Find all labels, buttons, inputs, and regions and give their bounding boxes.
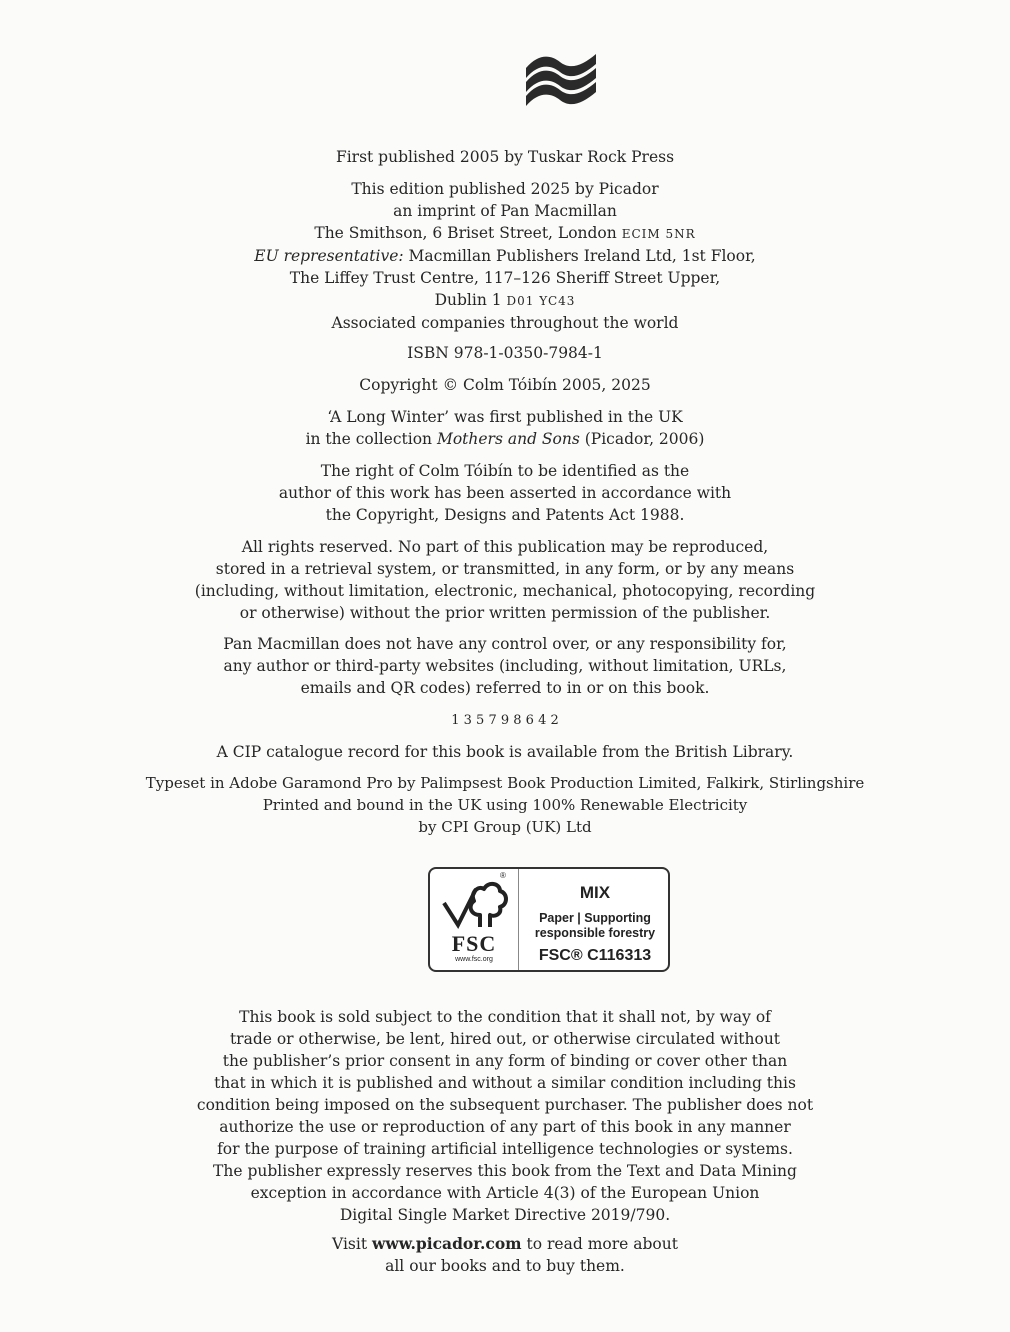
eu-address-line: The Liffey Trust Centre, 117–126 Sheriff Street Upper, xyxy=(289,269,721,287)
eu-representative-line: EU representative: Macmillan Publishers Ireland Ltd, 1st Floor, xyxy=(254,247,756,265)
associated-line: Associated companies throughout the world xyxy=(331,314,679,332)
fsc-tree-check-icon xyxy=(440,875,510,933)
first-published: First published 2005 by Tuskar Rock Press xyxy=(335,148,675,166)
copyright-notice: Copyright © Colm Tóibín 2005, 2025 xyxy=(359,376,651,394)
collection-title: Mothers and Sons xyxy=(436,430,580,448)
picador-website-link[interactable]: www.picador.com xyxy=(372,1234,522,1253)
printing-line: 1 3 5 7 9 8 6 4 2 xyxy=(451,713,559,728)
visit-notice: Visit www.picador.com to read more about all our books and to buy them. xyxy=(332,1234,678,1275)
publication-block xyxy=(0,146,1010,168)
fsc-mix: MIX xyxy=(579,883,611,902)
rights-reserved: All rights reserved. No part of this publication may be reproduced, stored in a retrieval system, or transmitted, in any form, or by any means (including, without limitation, electronic, mechanical, photocopying, recording or otherwise) without the prior written permission of the publisher. xyxy=(194,538,816,622)
edition-line: an imprint of Pan Macmillan xyxy=(393,202,617,220)
address-line: The Smithson, 6 Briset Street, London ECIM 5NR xyxy=(314,224,696,242)
fsc-label xyxy=(428,867,670,972)
fsc-logo xyxy=(430,869,519,970)
edition-block xyxy=(0,178,1010,334)
fsc-wordmark: FSC xyxy=(451,931,497,956)
cip-record: A CIP catalogue record for this book is available from the British Library. xyxy=(216,743,794,761)
pan-macmillan-waves-icon xyxy=(524,50,598,106)
dublin-line: Dublin 1 D01 YC43 xyxy=(434,291,576,309)
postcode: ECIM 5NR xyxy=(621,227,696,241)
fsc-paper-text: Paper | Supporting responsible forestry xyxy=(534,911,656,940)
fsc-license-code: FSC® C116313 xyxy=(538,947,652,964)
long-winter-note: ‘A Long Winter’ was first published in the UK in the collection Mothers and Sons (Picador, 2006) xyxy=(305,408,705,448)
eu-label: EU representative: xyxy=(254,247,404,265)
edition-line: This edition published 2025 by Picador xyxy=(351,180,659,198)
third-party-notice: Pan Macmillan does not have any control over, or any responsibility for, any author or third-party websites (including, without limitation, URLs, emails and QR codes) referred to in or on this book. xyxy=(223,635,787,697)
conditions-of-sale: This book is sold subject to the condition that it shall not, by way of trade or otherwise, be lent, hired out, or otherwise circulated without the publisher’s prior consent in any form of binding or cover other than that in which it is published and without a similar condition including this condition being imposed on the subsequent purchaser. The publisher does not authorize the use or reproduction of any part of this book in any manner for the purpose of training artificial intelligence technologies or systems. The publisher expressly reserves this book from the Text and Data Mining exception in accordance with Article 4(3) of the European Union Digital Single Market Directive 2019/790. xyxy=(196,1008,814,1224)
production-credits: Typeset in Adobe Garamond Pro by Palimpsest Book Production Limited, Falkirk, Stirlingshire Printed and bound in the UK using 100% Renewable Electricity by CPI Group (UK) Ltd xyxy=(145,774,865,836)
fsc-url: www.fsc.org xyxy=(455,956,493,963)
moral-rights: The right of Colm Tóibín to be identified as the author of this work has been asserted in accordance with the Copyright, Designs and Patents Act 1988. xyxy=(278,462,732,524)
isbn: ISBN 978-1-0350-7984-1 xyxy=(407,344,603,362)
registered-mark: ® xyxy=(500,871,506,880)
